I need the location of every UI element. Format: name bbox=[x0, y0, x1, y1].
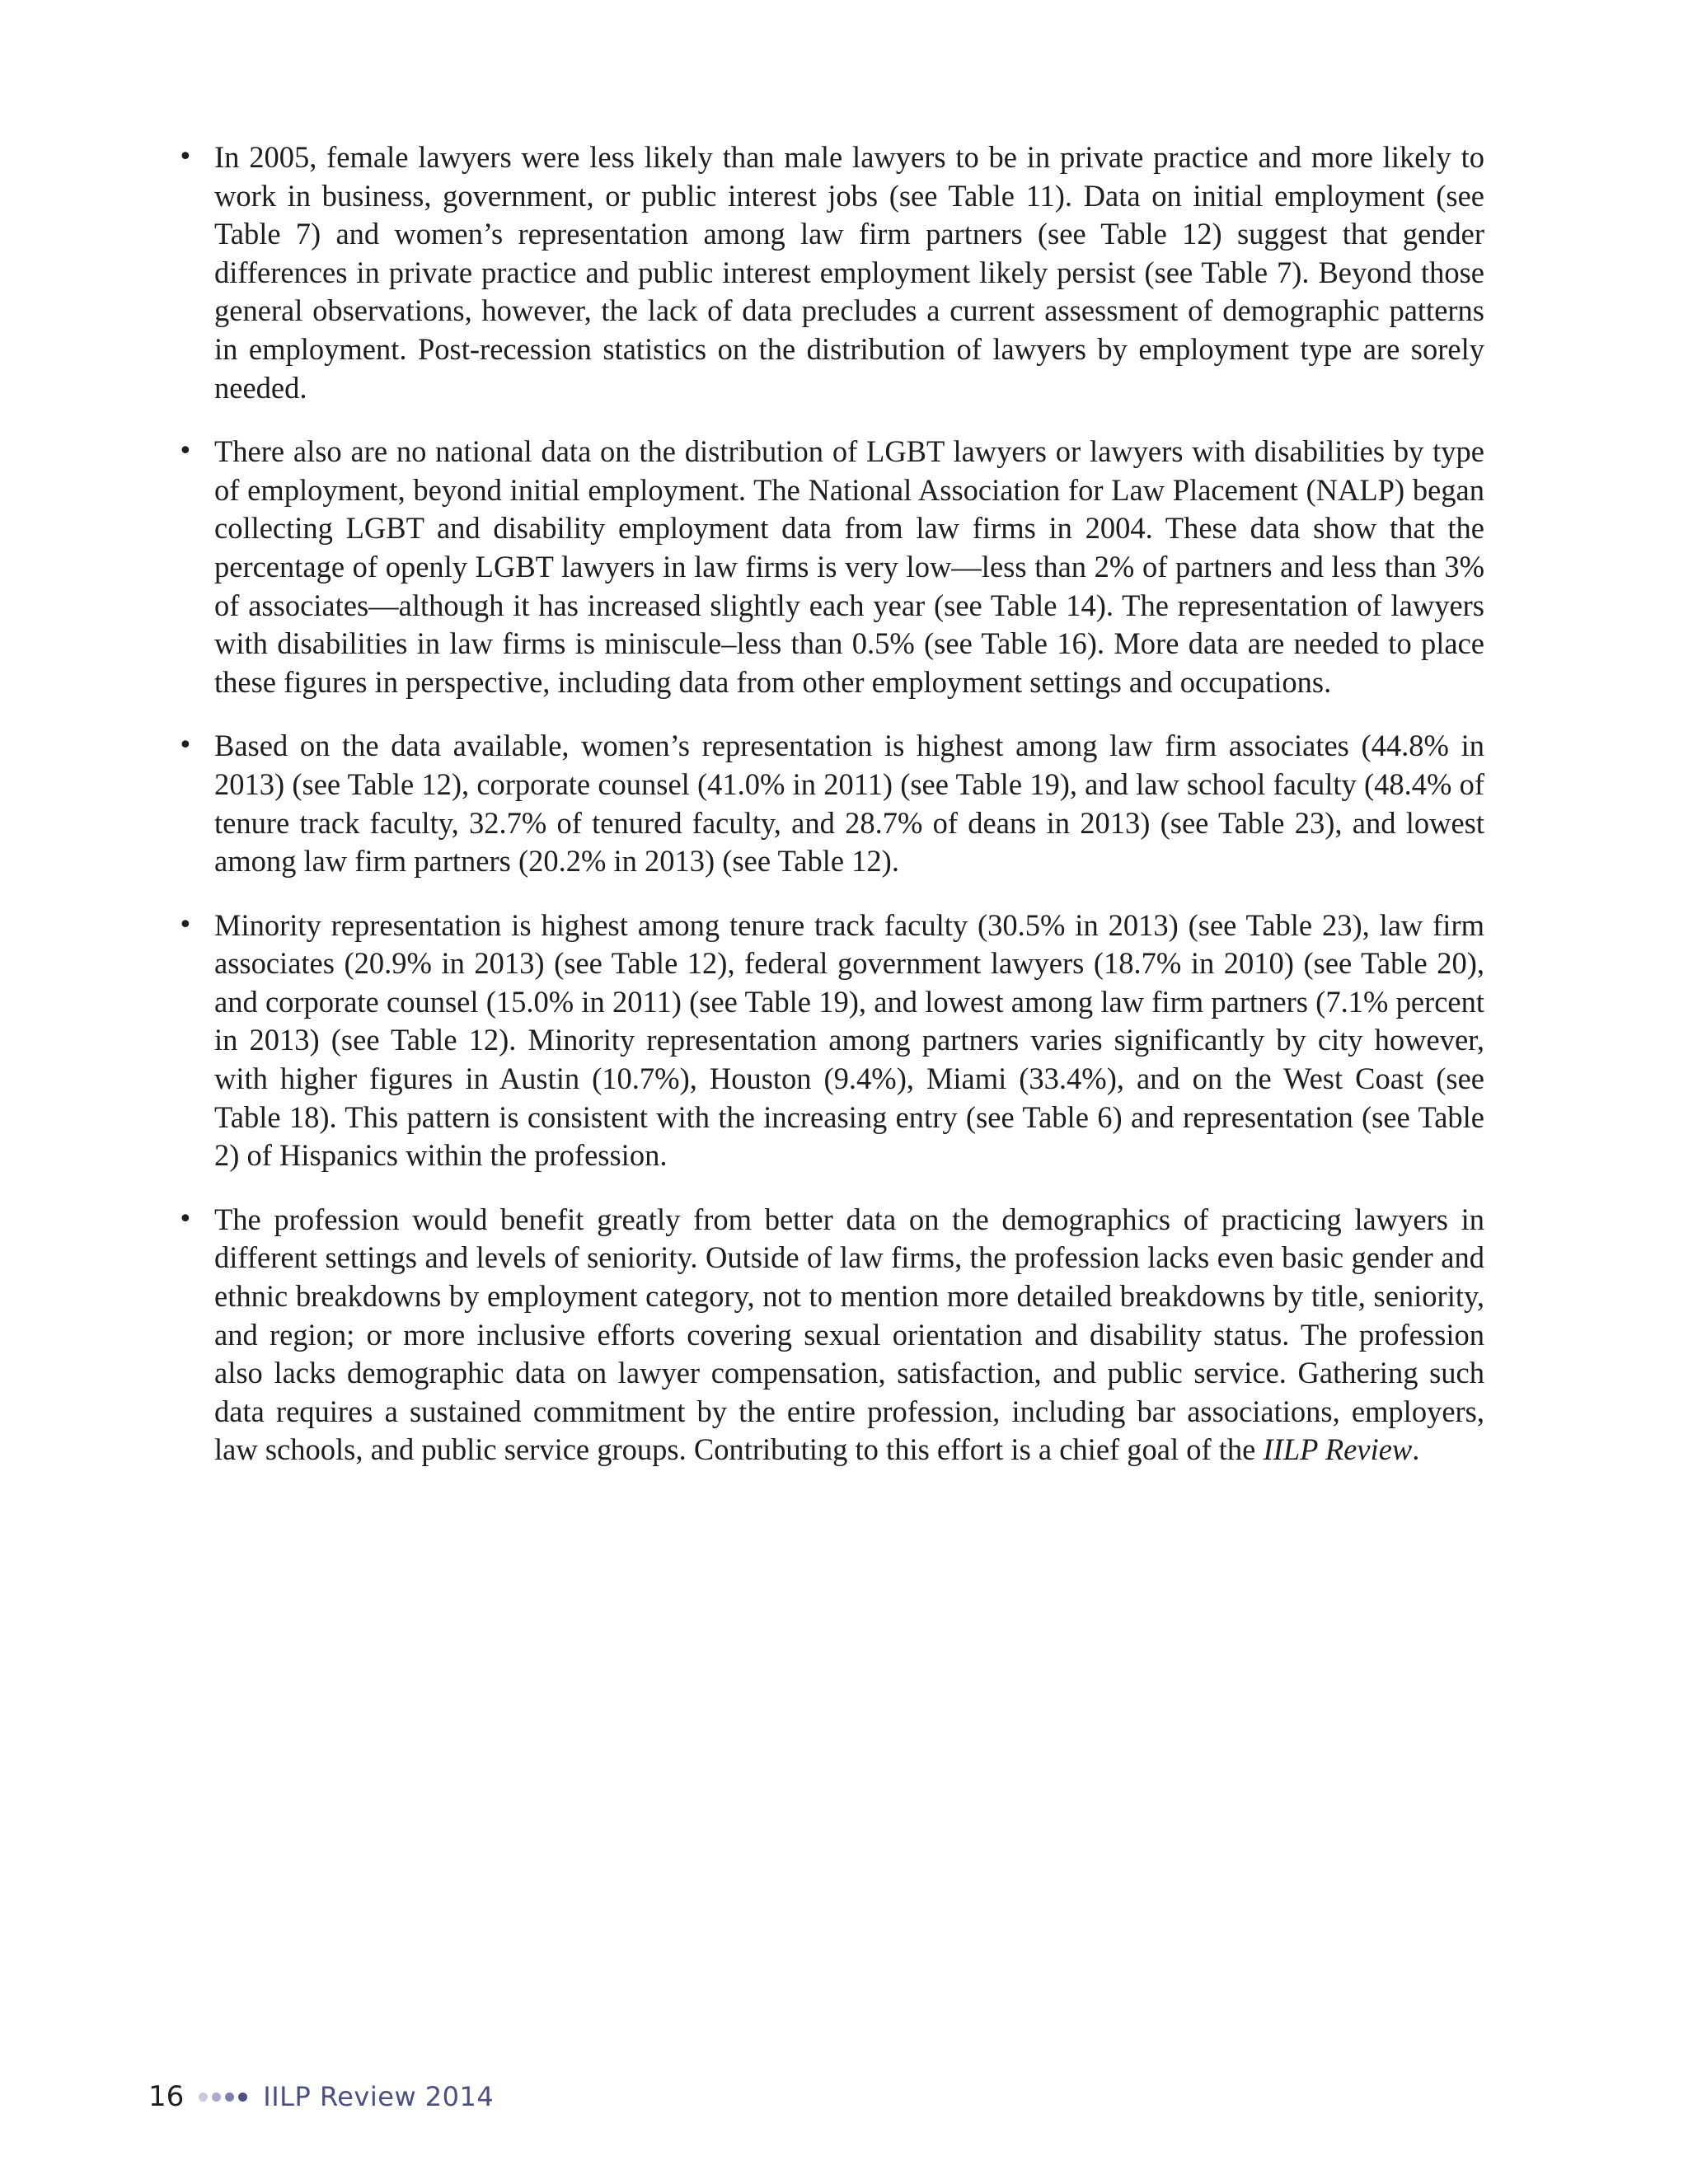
bullet-icon: • bbox=[178, 1204, 193, 1234]
footer-dot bbox=[225, 2093, 234, 2102]
bullet-text: There also are no national data on the distribution of LGBT lawyers or lawyers with disabilities by type of employment, beyond initial employment. The National Association for Law Placement (NALP) began collecting LGBT and disability employment data from law firms in 2004. These data show that the percentage of openly LGBT lawyers in law firms is very low—less than 2% of partners and less than 3% of associates—although it has increased slightly each year (see Table 14). The representation of lawyers with disabilities in law firms is miniscule–less than 0.5% (see Table 16). More data are needed to place these figures in perspective, including data from other employment settings and occupations. bbox=[214, 434, 1484, 699]
bullet-list bbox=[178, 138, 1484, 1469]
bullet-icon: • bbox=[178, 731, 193, 761]
footer-dot bbox=[212, 2093, 221, 2102]
page-footer bbox=[148, 2080, 494, 2113]
bullet-icon: • bbox=[178, 437, 193, 466]
publication-title-italic: IILP Review bbox=[1263, 1432, 1413, 1467]
bullet-item bbox=[178, 727, 1484, 880]
bullet-item bbox=[178, 1201, 1484, 1469]
footer-dots-icon bbox=[199, 2093, 251, 2102]
page-body bbox=[178, 138, 1484, 1495]
bullet-text-body: The profession would benefit greatly from better data on the demographics of practicing lawyers in different settings and levels of seniority. Outside of law firms, the profession lacks even basic gender and ethnic breakdowns by employment category, not to mention more detailed breakdowns by title, seniority, and region; or more inclusive efforts covering sexual orientation and disability status. The profession also lacks demographic data on lawyer compensation, satisfaction, and public service. Gathering such data requires a sustained commitment by the entire profession, including bar associations, employers, law schools, and public service groups. Contributing to this effort is a chief goal of the bbox=[214, 1202, 1484, 1467]
bullet-text: Based on the data available, women’s representation is highest among law firm associates (44.8% in 2013) (see Table 12), corporate counsel (41.0% in 2011) (see Table 19), and law school faculty (48.4% of tenure track faculty, 32.7% of tenured faculty, and 28.7% of deans in 2013) (see Table 23), and lowest among law firm partners (20.2% in 2013) (see Table 12). bbox=[214, 729, 1484, 879]
bullet-item bbox=[178, 138, 1484, 407]
bullet-icon: • bbox=[178, 143, 193, 171]
bullet-text-end: . bbox=[1412, 1432, 1420, 1467]
bullet-text: Minority representation is highest among tenure track faculty (30.5% in 2013) (see Table 23), law firm associates (20.9% in 2013) (see Table 12), federal government lawyers (18.7% in 2010) (see Table 20), and corporate counsel (15.0% in 2011) (see Table 19), and lowest among law firm partners (7.1% percent in 2013) (see Table 12). Minority representation among partners varies significantly by city however, with higher figures in Austin (10.7%), Houston (9.4%), Miami (33.4%), and on the West Coast (see Table 18). This pattern is consistent with the increasing entry (see Table 6) and representation (see Table 2) of Hispanics within the profession. bbox=[214, 907, 1484, 1173]
footer-dot bbox=[238, 2093, 247, 2102]
bullet-icon: • bbox=[178, 910, 193, 940]
publication-name: IILP Review 2014 bbox=[263, 2081, 495, 2112]
footer-dot bbox=[199, 2093, 208, 2102]
bullet-text: In 2005, female lawyers were less likely than male lawyers to be in private practice and more likely to work in business, government, or public interest jobs (see Table 11). Data on initial employment (see Table 7) and women’s representation among law firm partners (see Table 12) suggest that gender differences in private practice and public interest employment likely persist (see Table 7). Beyond those general observations, however, the lack of data precludes a current assessment of demographic patterns in employment. Post-recession statistics on the distribution of lawyers by employment type are sorely needed. bbox=[214, 140, 1484, 405]
bullet-item bbox=[178, 907, 1484, 1175]
bullet-text bbox=[214, 1202, 1484, 1467]
bullet-item bbox=[178, 433, 1484, 701]
page-number: 16 bbox=[148, 2080, 185, 2113]
